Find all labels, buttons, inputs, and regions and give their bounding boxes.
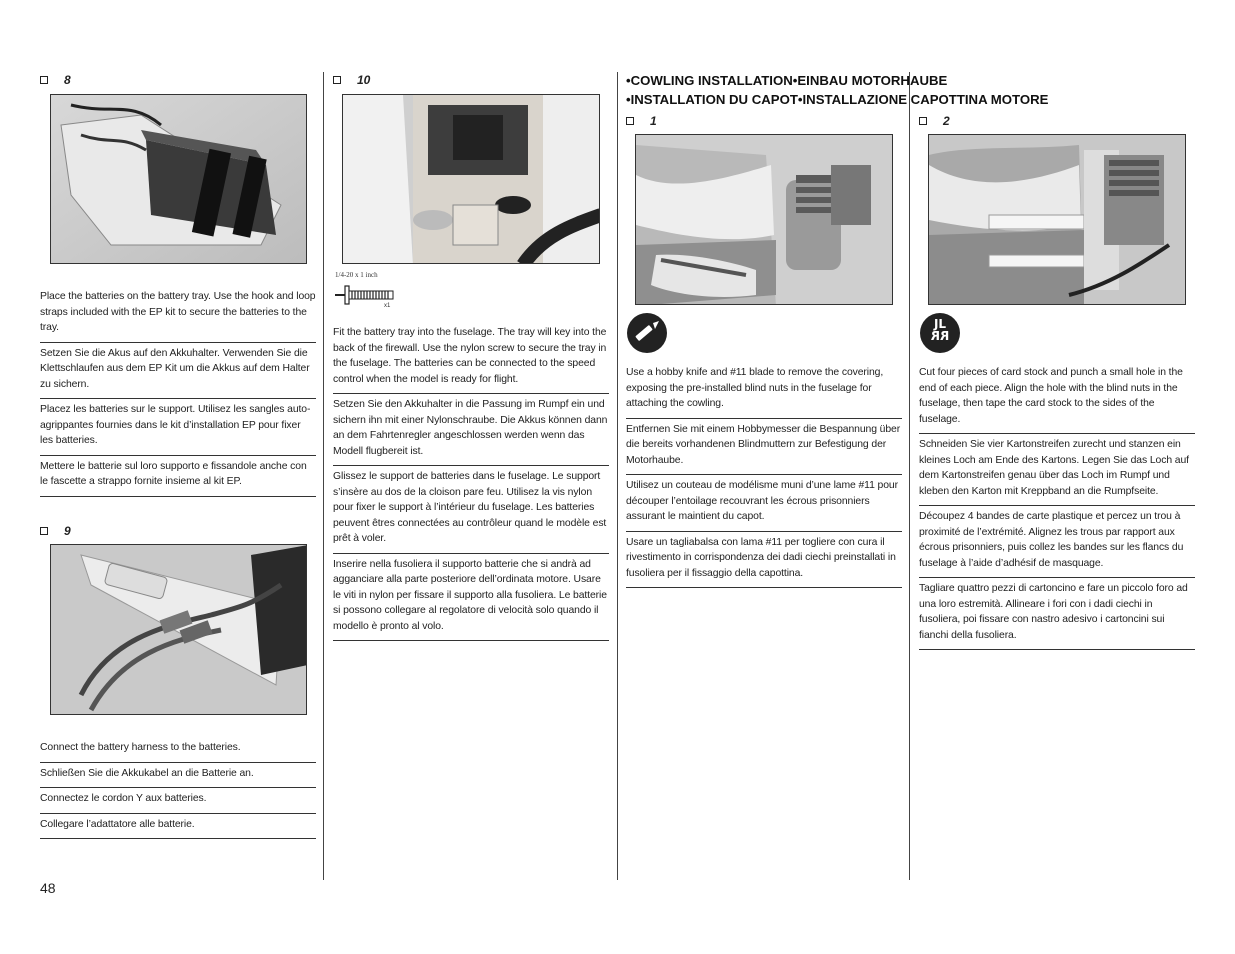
paragraph-de: Schneiden Sie vier Kartonstreifen zurecht und stanzen ein kleines Loch am Ende des Kartons. Legen Sie das Loch auf dem Kartonstreifen genau über das Loch im Rumpf und kleben den Karton mit Kreppband an die Rumpfseite. <box>919 434 1195 506</box>
card-stock-taped-photo <box>928 134 1186 305</box>
step-1-header <box>626 113 657 129</box>
step-9-text <box>40 737 316 839</box>
checkbox-icon <box>919 117 927 125</box>
hobby-knife-icon <box>627 313 667 353</box>
step-number: 9 <box>64 524 71 538</box>
icon-text-top: JL <box>933 317 947 331</box>
step-number: 8 <box>64 73 71 87</box>
paragraph-de: Setzen Sie den Akkuhalter in die Passung im Rumpf ein und sichern ihn mit einer Nylonschraube. Die Akkus können dann an dem Fahrtenregler angeschlossen werden wenn das Modell flugbereit ist. <box>333 394 609 466</box>
paragraph-de: Setzen Sie die Akus auf den Akkuhalter. Verwenden Sie die Klettschlaufen aus dem EP Kit um die Akkus auf dem Halter zu sichern. <box>40 343 316 400</box>
step-2-text <box>919 362 1195 650</box>
column-divider <box>323 72 324 880</box>
fuselage-tray-photo <box>342 94 600 264</box>
step-9-header <box>40 523 71 539</box>
paragraph-fr: Placez les batteries sur le support. Utilisez les sangles auto-agrippantes fournies dans le kit d’installation EP pour fixer les batteries. <box>40 399 316 456</box>
paragraph-fr: Glissez le support de batteries dans le fuselage. Le support s’insère au dos de la cloison pare feu. Utilisez la vis nylon pour fixer le support à l’intérieur du fuselage. Les batteries peuvent êtres connectées au contrôleur quand le modèle est prêt à voler. <box>333 466 609 554</box>
battery-tray-photo <box>50 94 307 264</box>
paragraph-fr: Découpez 4 bandes de carte plastique et percez un trou à proximité de l’extrémité. Alignez les trous par rapport aux écrous prisonniers, puis collez les bandes sur les flancs du fuselage à l’aide d’adhésif de masquage. <box>919 506 1195 578</box>
paragraph-en: Cut four pieces of card stock and punch a small hole in the end of each piece. Align the hole with the blind nuts in the fuselage, then tape the card stock to the sides of the fuselage. <box>919 362 1195 434</box>
paragraph-en: Use a hobby knife and #11 blade to remove the covering, exposing the pre-installed blind nuts in the fuselage for attaching the cowling. <box>626 362 902 419</box>
paragraph-it: Inserire nella fusoliera il supporto batterie che si andrà ad agganciare alla parte posteriore dell’ordinata motore. Usare le viti in nylon per fissare il supporto alla fusoliera. Le batterie si possono collegare al regolatore di velocità solo quando il modello è pronto al volo. <box>333 554 609 642</box>
step-8-header <box>40 72 71 88</box>
step-number: 2 <box>943 114 950 128</box>
battery-harness-photo <box>50 544 307 715</box>
section-heading <box>626 71 1186 109</box>
step-8-text <box>40 286 316 497</box>
paragraph-en: Connect the battery harness to the batteries. <box>40 737 316 763</box>
checkbox-icon <box>333 76 341 84</box>
left-right-symmetry-icon <box>920 313 960 353</box>
heading-line-1: •COWLING INSTALLATION•EINBAU MOTORHAUBE <box>626 73 948 88</box>
checkbox-icon <box>40 76 48 84</box>
step-2-header <box>919 113 950 129</box>
paragraph-it: Collegare l’adattatore alle batterie. <box>40 814 316 840</box>
heading-line-2: •INSTALLATION DU CAPOT•INSTALLAZIONE CAPOTTINA MOTORE <box>626 92 1049 107</box>
column-divider <box>617 72 618 880</box>
paragraph-de: Entfernen Sie mit einem Hobbymesser die Bespannung über die bereits vorhandenen Blindmuttern zur Befestigung der Motorhaube. <box>626 419 902 476</box>
step-number: 10 <box>357 73 371 87</box>
icon-text-bottom: RR <box>930 329 950 343</box>
checkbox-icon <box>40 527 48 535</box>
step-1-text <box>626 362 902 588</box>
paragraph-it: Tagliare quattro pezzi di cartoncino e fare un piccolo foro ad una loro estremità. Allineare i fori con i dadi ciechi in fusoliera, poi fissare con nastro adesivo i cartoncini sui fianchi della fusoliera. <box>919 578 1195 650</box>
paragraph-it: Usare un tagliabalsa con lama #11 per togliere con cura il rivestimento in corrispondenza dei dadi ciechi preinstallati in fusoliera per il fissaggio della capottina. <box>626 532 902 589</box>
page-number: 48 <box>40 880 56 896</box>
step-10-text <box>333 322 609 641</box>
hardware-quantity: x1 <box>384 303 391 309</box>
cowling-covering-photo <box>635 134 893 305</box>
paragraph-fr: Utilisez un couteau de modélisme muni d’une lame #11 pour découper l’entoilage recouvrant les écrous prisonniers assurant le maintient du capot. <box>626 475 902 532</box>
paragraph-de: Schließen Sie die Akkukabel an die Batterie an. <box>40 763 316 789</box>
paragraph-en: Fit the battery tray into the fuselage. The tray will key into the back of the firewall. Use the nylon screw to secure the tray in the fuselage. The batteries can be connected to the speed control when the model is ready for flight. <box>333 322 609 394</box>
paragraph-en: Place the batteries on the battery tray. Use the hook and loop straps included with the EP kit to secure the batteries to the tray. <box>40 286 316 343</box>
paragraph-it: Mettere le batterie sul loro supporto e fissandole anche con le fascette a strappo fornite insieme al kit EP. <box>40 456 316 497</box>
step-number: 1 <box>650 114 657 128</box>
paragraph-fr: Connectez le cordon Y aux batteries. <box>40 788 316 814</box>
checkbox-icon <box>626 117 634 125</box>
hardware-label: 1/4-20 x 1 inch <box>335 271 378 279</box>
step-10-header <box>333 72 370 88</box>
column-divider <box>909 72 910 880</box>
